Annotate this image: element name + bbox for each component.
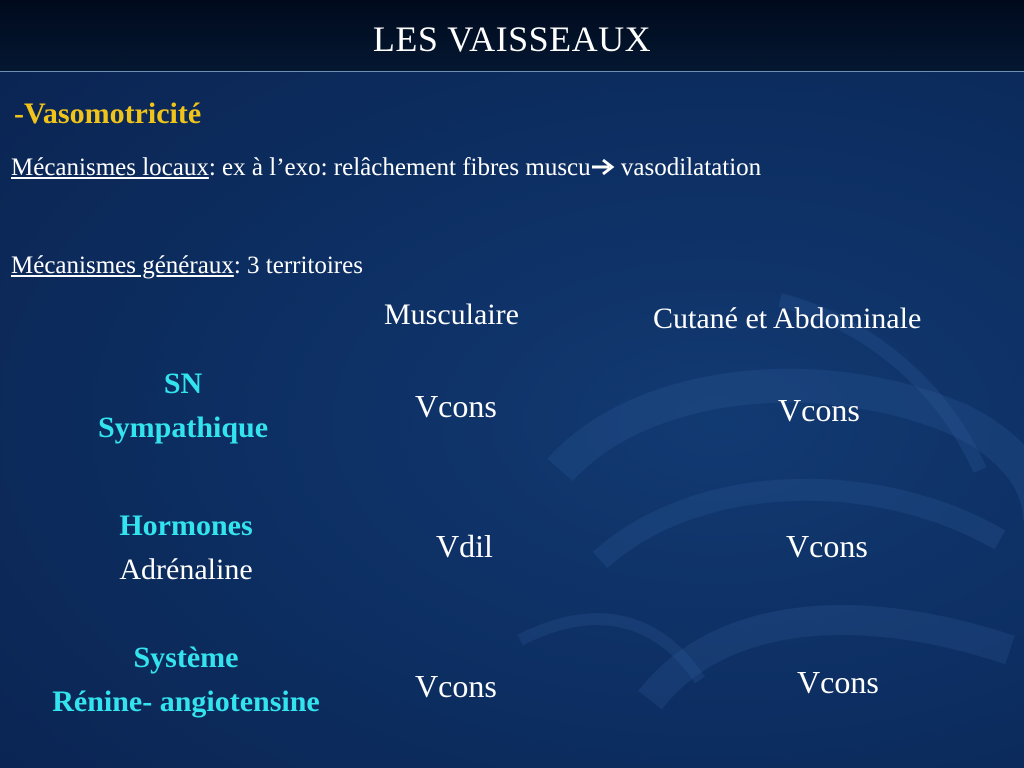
row-label-line1: SN (163, 367, 203, 400)
cell-hormones-musculaire: Vdil (436, 528, 493, 564)
section-heading: -Vasomotricité (14, 97, 202, 130)
row-label-hormones (0, 504, 372, 592)
cell-sn-cutane: Vcons (778, 392, 860, 428)
cell-sn-musculaire: Vcons (415, 388, 497, 424)
local-mechanisms-text: : ex à l’exo: relâchement fibres muscu (208, 154, 591, 181)
row-label-line2: Sympathique (97, 411, 269, 444)
row-label-line2: Rénine- angiotensine (52, 685, 320, 718)
cell-renine-musculaire: Vcons (415, 668, 497, 704)
general-mechanisms-label: Mécanismes généraux (11, 252, 234, 279)
slide-title: LES VAISSEAUX (372, 19, 652, 59)
right-arrow-icon (591, 158, 615, 176)
local-mechanisms-label: Mécanismes locaux (11, 154, 209, 181)
column-header-cutane: Cutané et Abdominale (653, 302, 922, 335)
row-label-line2: Adrénaline (119, 553, 253, 586)
general-mechanisms-text: : 3 territoires (233, 252, 363, 279)
title-bar (0, 0, 1024, 72)
local-mechanisms-line (11, 154, 761, 182)
general-mechanisms-line (11, 252, 363, 280)
cell-hormones-cutane: Vcons (786, 528, 868, 564)
row-label-renine-angiotensine (0, 636, 372, 724)
row-label-line1: Hormones (119, 509, 253, 542)
row-label-sn-sympathique (0, 362, 366, 450)
column-header-musculaire: Musculaire (384, 298, 519, 331)
row-label-line1: Système (133, 641, 239, 674)
cell-renine-cutane: Vcons (797, 664, 879, 700)
local-mechanisms-result: vasodilatation (614, 154, 762, 181)
